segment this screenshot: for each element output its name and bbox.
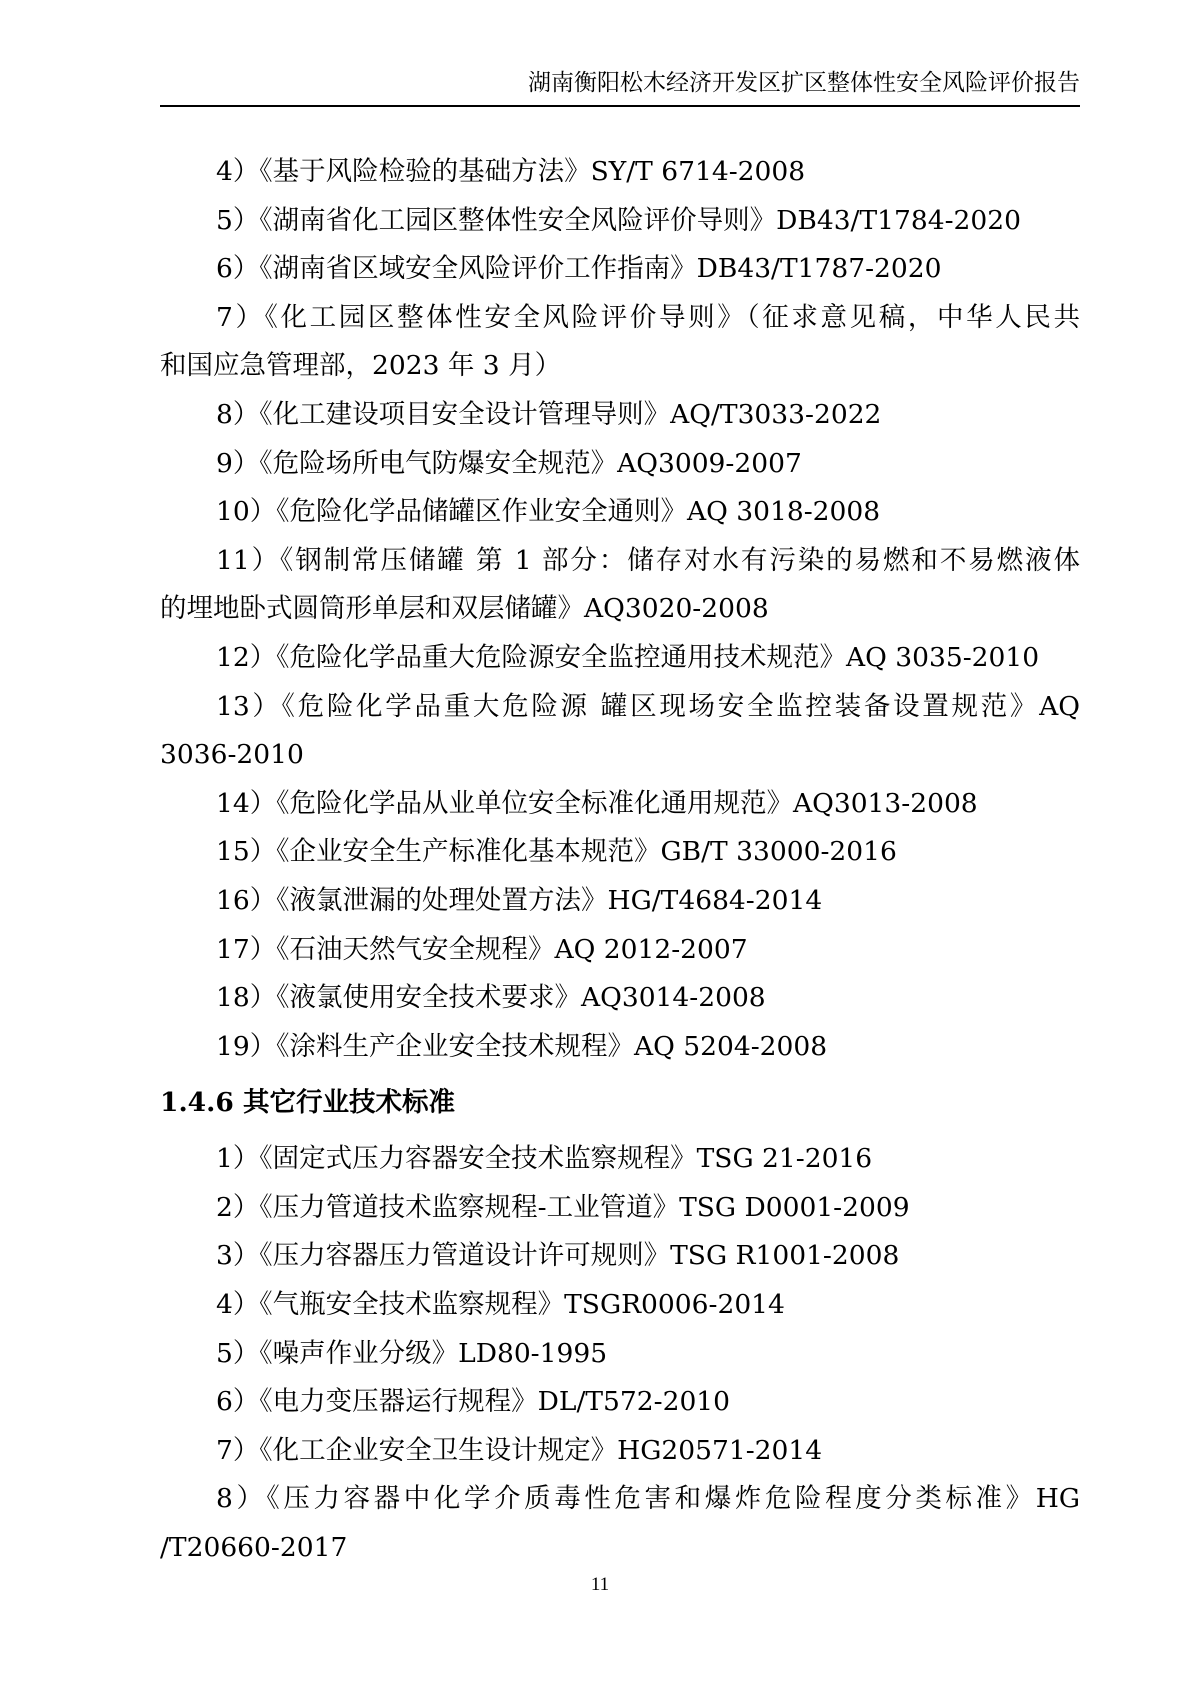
- standard-item: 18）《液氯使用安全技术要求》AQ3014-2008: [216, 982, 766, 1014]
- standard-item: 1）《固定式压力容器安全技术监察规程》TSG 21-2016: [216, 1143, 873, 1175]
- standard-item: 5）《湖南省化工园区整体性安全风险评价导则》DB43/T1784-2020: [216, 204, 1021, 236]
- section-heading: 1.4.6 其它行业技术标准: [160, 1087, 455, 1119]
- standard-item: 12）《危险化学品重大危险源安全监控通用技术规范》AQ 3035-2010: [216, 641, 1040, 673]
- standard-item: 4）《气瓶安全技术监察规程》TSGR0006-2014: [216, 1289, 785, 1321]
- page-number: 11: [590, 1574, 610, 1595]
- standard-item: 14）《危险化学品从业单位安全标准化通用规范》AQ3013-2008: [216, 787, 978, 819]
- standard-item-continuation: 和国应急管理部，2023 年 3 月）: [160, 350, 562, 382]
- standard-item: 7）《化工园区整体性安全风险评价导则》（征求意见稿，中华人民共: [216, 301, 1080, 333]
- standard-item: 2）《压力管道技术监察规程-工业管道》TSG D0001-2009: [216, 1191, 910, 1223]
- standard-item: 6）《湖南省区域安全风险评价工作指南》DB43/T1787-2020: [216, 253, 942, 285]
- standard-item: 4）《基于风险检验的基础方法》SY/T 6714-2008: [216, 156, 806, 187]
- standard-item: 11）《钢制常压储罐 第 1 部分：储存对水有污染的易燃和不易燃液体: [216, 544, 1080, 576]
- header-rule: [160, 105, 1080, 107]
- standard-item: 17）《石油天然气安全规程》AQ 2012-2007: [216, 933, 748, 965]
- standard-item: 5）《噪声作业分级》LD80-1995: [216, 1337, 608, 1369]
- body-text: [160, 148, 1080, 1573]
- standard-item: 13）《危险化学品重大危险源 罐区现场安全监控装备设置规范》AQ: [216, 690, 1080, 722]
- standard-item: 3）《压力容器压力管道设计许可规则》TSG R1001-2008: [216, 1240, 900, 1272]
- standard-item: 6）《电力变压器运行规程》DL/T572-2010: [216, 1386, 731, 1418]
- standard-item: 10）《危险化学品储罐区作业安全通则》AQ 3018-2008: [216, 496, 881, 528]
- standard-item-continuation: 的埋地卧式圆筒形单层和双层储罐》AQ3020-2008: [160, 593, 769, 625]
- standard-item: 16）《液氯泄漏的处理处置方法》HG/T4684-2014: [216, 884, 823, 916]
- standard-item: 8）《压力容器中化学介质毒性危害和爆炸危险程度分类标准》HG: [216, 1483, 1080, 1515]
- standard-item: 9）《危险场所电气防爆安全规范》AQ3009-2007: [216, 447, 802, 479]
- standard-item-continuation: /T20660-2017: [160, 1532, 348, 1564]
- standard-item: 15）《企业安全生产标准化基本规范》GB/T 33000-2016: [216, 836, 897, 868]
- standard-item: 19）《涂料生产企业安全技术规程》AQ 5204-2008: [216, 1030, 828, 1062]
- standard-item-continuation: 3036-2010: [160, 739, 304, 771]
- running-header: 湖南衡阳松木经济开发区扩区整体性安全风险评价报告: [528, 70, 1080, 96]
- standard-item: 7）《化工企业安全卫生设计规定》HG20571-2014: [216, 1434, 823, 1466]
- standard-item: 8）《化工建设项目安全设计管理导则》AQ/T3033-2022: [216, 398, 882, 430]
